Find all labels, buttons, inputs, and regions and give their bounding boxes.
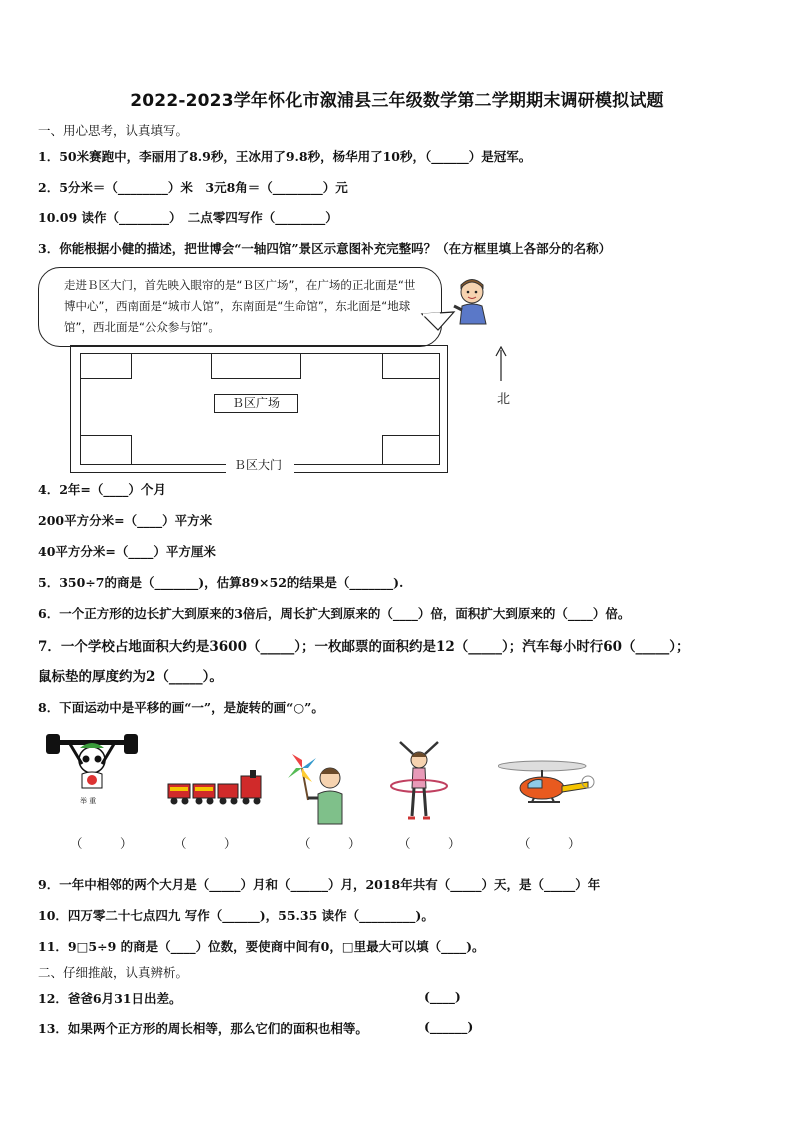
map-box-northeast: [382, 353, 440, 379]
question-1: 1．50米赛跑中，李丽用了8.9秒，王冰用了9.8秒，杨华用了10秒，（______）是冠军。: [38, 149, 532, 164]
question-10: 10．四万零二十七点四九 写作（______)，55.35 读作（_________)。: [38, 908, 434, 923]
map-box-northwest: [80, 353, 132, 379]
section-one-heading: 一、用心思考，认真填写。: [38, 123, 189, 138]
weightlift-caption: 举 重: [80, 797, 97, 805]
section-two-heading: 二、仔细推敲，认真辨析。: [38, 965, 189, 980]
question-4a: 4．2年=（____）个月: [38, 482, 166, 497]
map-box-southeast: [382, 435, 440, 465]
map-box-southwest: [80, 435, 132, 465]
bubble-text: 走进Ｂ区大门，首先映入眼帘的是“Ｂ区广场”，在广场的正北面是“世博中心”，西南面是“城市人馆”，东南面是“生命馆”，东北面是“地球馆”，西北面是“公众参与馆”。: [64, 278, 416, 334]
question-2a: 2．5分米＝（________）米 3元8角＝（________）元: [38, 180, 348, 195]
question-12: 12．爸爸6月31日出差。: [38, 991, 182, 1006]
page-title: 2022-2023学年怀化市溆浦县三年级数学第二学期期末调研模拟试题: [130, 91, 664, 111]
girl-hula-hoop-icon: [388, 740, 450, 822]
question-8: 8．下面运动中是平移的画“一”，是旋转的画“○”。: [38, 700, 324, 715]
q8-answer-blank-4[interactable]: （ ）: [398, 836, 461, 851]
q13-answer-blank[interactable]: (______): [424, 1019, 474, 1034]
question-5: 5．350÷7的商是（_______)，估算89×52的结果是（_______).: [38, 575, 404, 590]
question-4c: 40平方分米=（____）平方厘米: [38, 544, 216, 559]
q8-answer-blank-1[interactable]: （ ）: [70, 836, 133, 851]
question-11: 11．9□5÷9 的商是（____）位数，要使商中间有0，□里最大可以填（____)。: [38, 939, 485, 954]
q8-answer-blank-2[interactable]: （ ）: [174, 836, 237, 851]
q8-answer-blank-3[interactable]: （ ）: [298, 836, 361, 851]
question-7b: 鼠标垫的厚度约为2（_____）。: [38, 669, 223, 685]
question-4b: 200平方分米=（____）平方米: [38, 513, 213, 528]
question-9: 9．一年中相邻的两个大月是（_____）月和（______）月，2018年共有（_____）天，是（_____）年: [38, 877, 601, 892]
north-arrow-icon: [494, 346, 508, 382]
question-13: 13．如果两个正方形的周长相等，那么它们的面积也相等。: [38, 1021, 368, 1036]
q12-answer-blank[interactable]: (____): [424, 989, 461, 1004]
question-6: 6．一个正方形的边长扩大到原来的3倍后，周长扩大到原来的（____）倍，面积扩大到原来的（____）倍。: [38, 606, 631, 621]
map-gate-label: Ｂ区大门: [234, 458, 283, 472]
question-2b: 10.09 读作（________） 二点零四写作（________）: [38, 210, 338, 225]
helicopter-icon: [498, 758, 598, 812]
question-7a: 7．一个学校占地面积大约是3600（_____）；一枚邮票的面积约是12（_____）；汽车每小时行60（_____）；: [38, 639, 690, 655]
q8-answer-blank-5[interactable]: （ ）: [518, 836, 581, 851]
toy-train-icon: [166, 768, 266, 808]
weightlifting-panda-icon: [46, 734, 138, 796]
map-box-north: [211, 353, 301, 379]
north-label: 北: [497, 392, 511, 407]
boy-icon: [452, 276, 492, 326]
boy-pinwheel-icon: [288, 748, 350, 828]
question-3: 3．你能根据小健的描述，把世博会“一轴四馆”景区示意图补充完整吗？（在方框里填上各部分的名称）: [38, 241, 612, 256]
map-plaza-label: Ｂ区广场: [214, 394, 298, 413]
